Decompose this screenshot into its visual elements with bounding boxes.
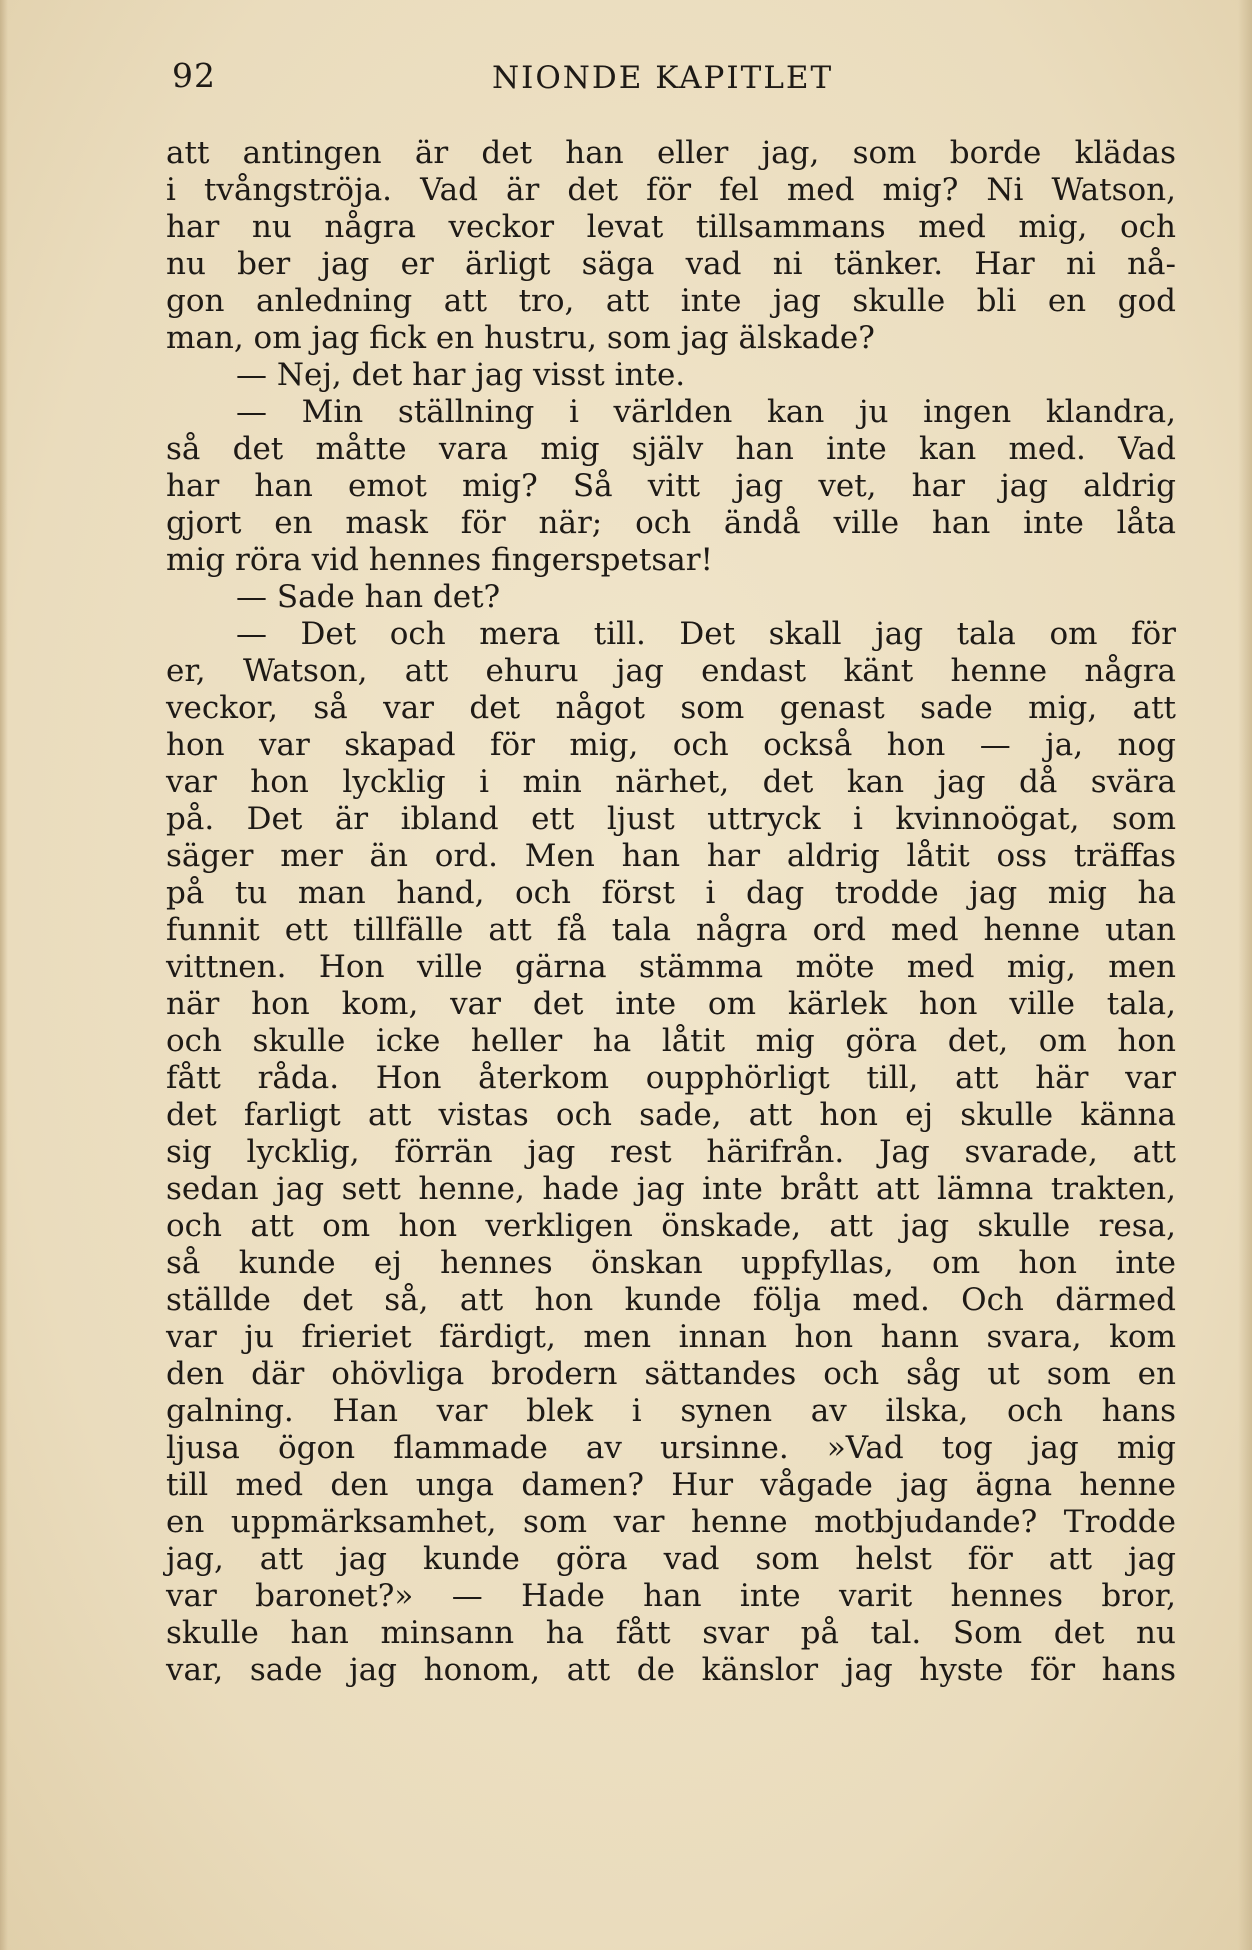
page-header [172,56,1172,106]
text-line: i tvångströja. Vad är det för fel med mig? Ni Watson, [166,172,1176,208]
text-line: det farligt att vistas och sade, att hon ej skulle känna [166,1097,1176,1133]
text-line: var hon lycklig i min närhet, det kan jag då svära [166,764,1176,800]
text-line: fått råda. Hon återkom oupphörligt till, att här var [166,1060,1176,1096]
text-line: på tu man hand, och först i dag trodde jag mig ha [166,875,1176,911]
text-line: — Min ställning i världen kan ju ingen klandra, [236,394,1176,430]
text-line: var ju frieriet färdigt, men innan hon hann svara, kom [166,1319,1176,1355]
text-line: den där ohövliga brodern sättandes och såg ut som en [166,1356,1176,1392]
text-line: nu ber jag er ärligt säga vad ni tänker. Har ni nå- [166,246,1176,282]
text-line: — Nej, det har jag visst inte. [236,357,686,393]
body-text [166,135,1176,1689]
text-line: på. Det är ibland ett ljust uttryck i kvinnoögat, som [166,801,1176,837]
text-line: har han emot mig? Så vitt jag vet, har jag aldrig [166,468,1176,504]
text-line: er, Watson, att ehuru jag endast känt henne några [166,653,1176,689]
text-line: man, om jag fick en hustru, som jag älskade? [166,320,875,356]
text-line: ställde det så, att hon kunde följa med. Och därmed [166,1282,1176,1318]
text-line: var baronet?» — Hade han inte varit hennes bror, [166,1578,1176,1614]
text-line: mig röra vid hennes fingerspetsar! [166,542,713,578]
text-line: galning. Han var blek i synen av ilska, och hans [166,1393,1176,1429]
text-line: gjort en mask för när; och ändå ville han inte låta [166,505,1176,541]
text-line: sig lycklig, förrän jag rest härifrån. Jag svarade, att [166,1134,1176,1170]
text-line: har nu några veckor levat tillsammans med mig, och [166,209,1176,245]
text-line: — Sade han det? [236,579,501,615]
text-line: säger mer än ord. Men han har aldrig låtit oss träffas [166,838,1176,874]
text-line: till med den unga damen? Hur vågade jag ägna henne [166,1467,1176,1503]
page-edge-left [0,0,8,1950]
text-line: skulle han minsann ha fått svar på tal. Som det nu [166,1615,1176,1651]
text-line: — Det och mera till. Det skall jag tala om för [236,616,1176,652]
text-line: vittnen. Hon ville gärna stämma möte med mig, men [166,949,1176,985]
text-line: en uppmärksamhet, som var henne motbjudande? Trodde [166,1504,1176,1540]
text-line: hon var skapad för mig, och också hon — ja, nog [166,727,1176,763]
text-line: var, sade jag honom, att de känslor jag hyste för hans [166,1652,1176,1688]
page-edge-right [1238,0,1252,1950]
running-title: NIONDE KAPITLET [492,60,834,96]
text-line: gon anledning att tro, att inte jag skulle bli en god [166,283,1176,319]
text-line: att antingen är det han eller jag, som borde klädas [166,135,1176,171]
text-line: och skulle icke heller ha låtit mig göra det, om hon [166,1023,1176,1059]
text-line: så kunde ej hennes önskan uppfyllas, om hon inte [166,1245,1176,1281]
text-line: sedan jag sett henne, hade jag inte brått att lämna trakten, [166,1171,1176,1207]
text-line: jag, att jag kunde göra vad som helst för att jag [166,1541,1176,1577]
text-line: veckor, så var det något som genast sade mig, att [166,690,1176,726]
text-line: så det måtte vara mig själv han inte kan med. Vad [166,431,1176,467]
text-line: och att om hon verkligen önskade, att jag skulle resa, [166,1208,1176,1244]
text-line: när hon kom, var det inte om kärlek hon ville tala, [166,986,1176,1022]
page-number: 92 [172,56,216,95]
text-line: funnit ett tillfälle att få tala några ord med henne utan [166,912,1176,948]
text-line: ljusa ögon flammade av ursinne. »Vad tog jag mig [166,1430,1176,1466]
